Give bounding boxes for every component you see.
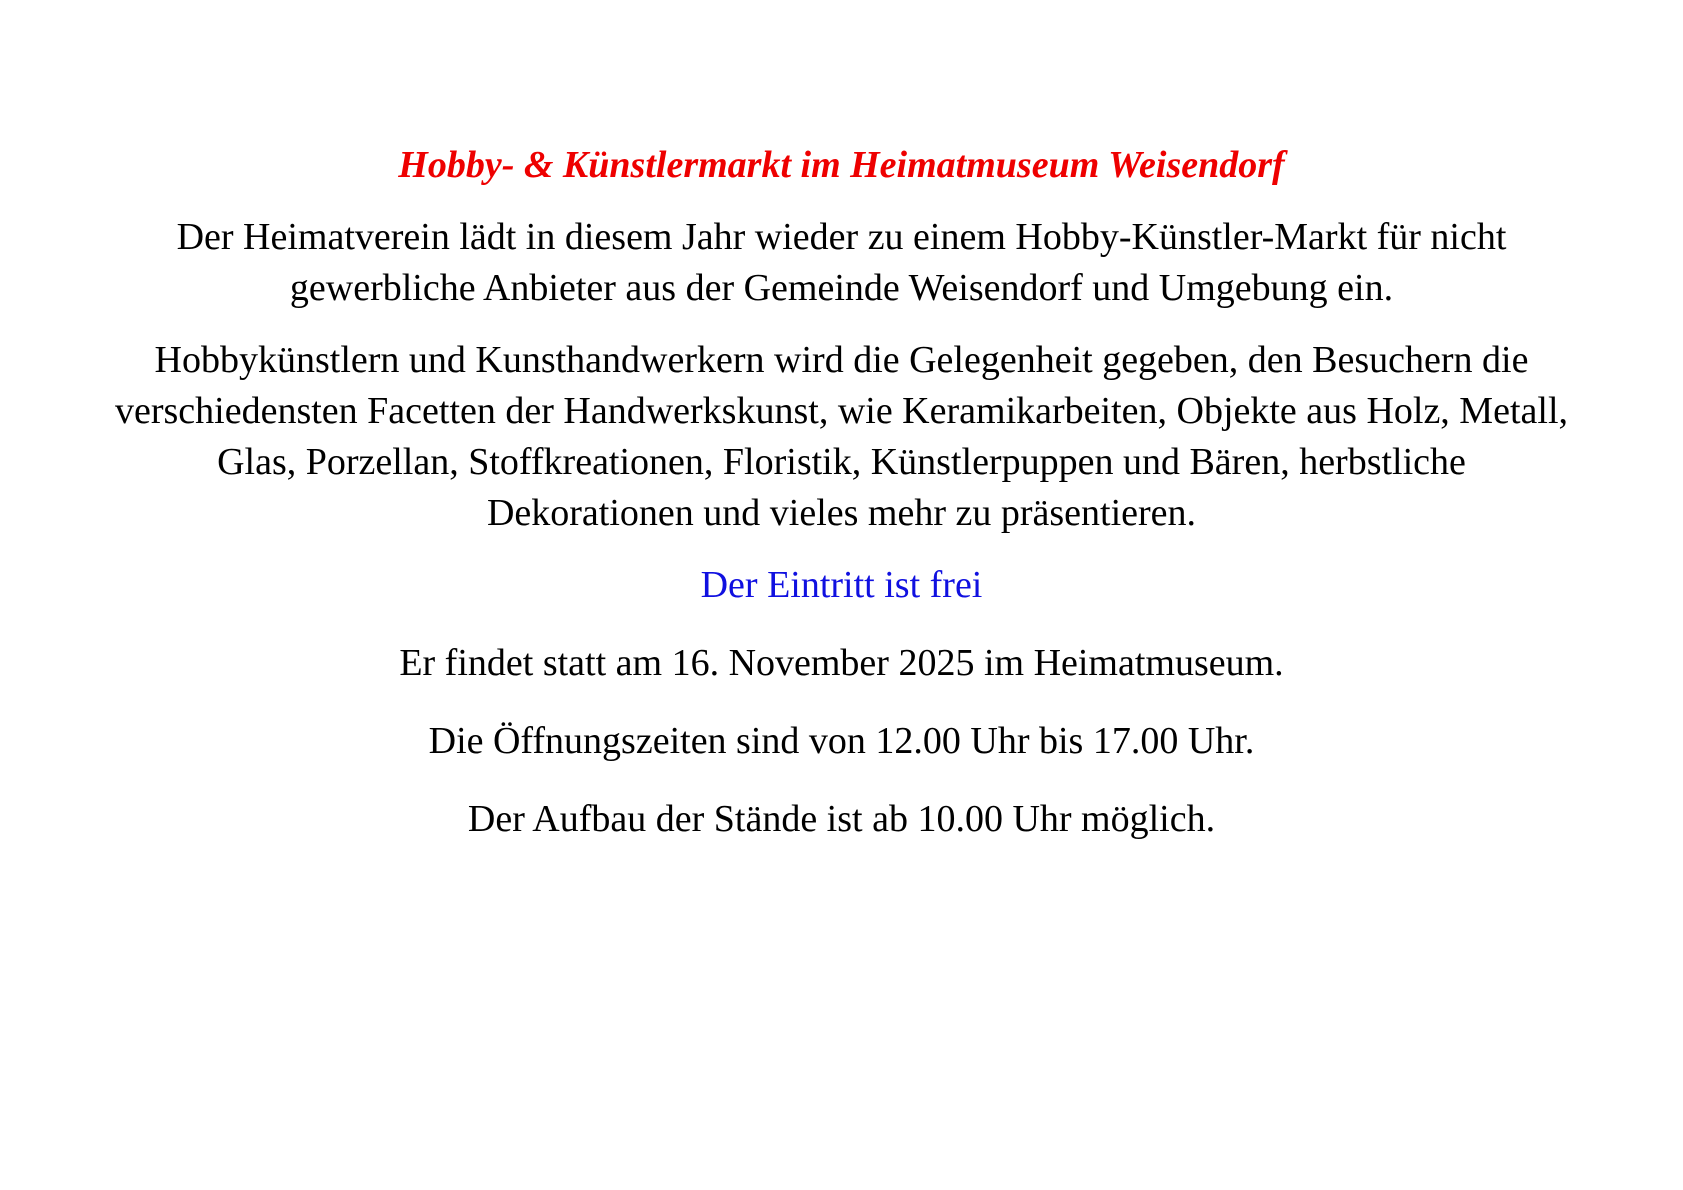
admission-notice: Der Eintritt ist frei xyxy=(700,564,983,606)
setup-time-paragraph: Der Aufbau der Stände ist ab 10.00 Uhr möglich. xyxy=(467,798,1216,840)
description-paragraph: Hobbykünstlern und Kunsthandwerkern wird die Gelegenheit gegeben, den Besuchern die verschiedensten Facetten der Handwerkskunst, wie Keramikarbeiten, Objekte aus Holz, Metall, Glas, Porzellan, Stoffkreationen, Floristik, Künstlerpuppen und Bären, herbstliche Dekorationen und vieles mehr zu präsentieren. xyxy=(115,339,1568,534)
intro-paragraph: Der Heimatverein lädt in diesem Jahr wieder zu einem Hobby-Künstler-Markt für nicht gewerbliche Anbieter aus der Gemeinde Weisendorf und Umgebung ein. xyxy=(176,216,1507,309)
document-title: Hobby- & Künstlermarkt im Heimatmuseum Weisendorf xyxy=(398,144,1285,186)
opening-hours-paragraph: Die Öffnungszeiten sind von 12.00 Uhr bis 17.00 Uhr. xyxy=(428,720,1255,762)
document-body xyxy=(110,140,1573,866)
date-paragraph: Er findet statt am 16. November 2025 im Heimatmuseum. xyxy=(399,642,1284,684)
